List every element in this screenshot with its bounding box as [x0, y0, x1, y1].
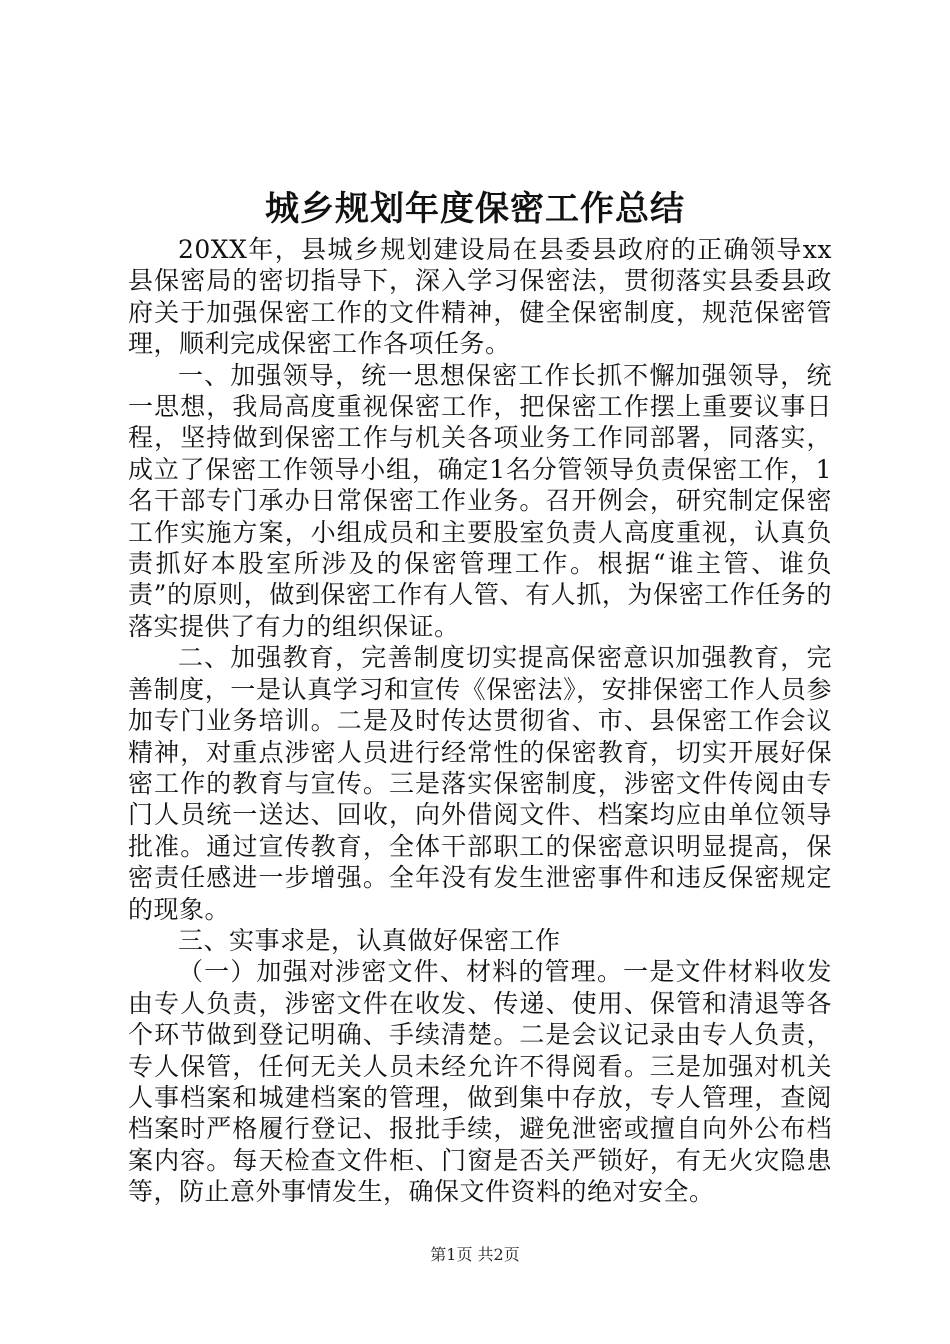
section-two-paragraph: 二、加强教育，完善制度切实提高保密意识加强教育，完善制度，一是认真学习和宣传《保密法》，安排保密工作人员参加专门业务培训。二是及时传达贯彻省、市、县保密工作会议精神，对重点涉密人员进行经常性的保密教育，切实开展好保密工作的教育与宣传。三是落实保密制度，涉密文件传阅由专门人员统一送达、回收，向外借阅文件、档案均应由单位领导批准。通过宣传教育，全体干部职工的保密意识明显提高，保密责任感进一步增强。全年没有发生泄密事件和违反保密规定的现象。 [128, 643, 832, 924]
intro-paragraph: 20XX年，县城乡规划建设局在县委县政府的正确领导xx县保密局的密切指导下，深入学习保密法，贯彻落实县委县政府关于加强保密工作的文件精神，健全保密制度，规范保密管理，顺利完成保密工作各项任务。 [128, 235, 832, 359]
subsection-one-paragraph: （一）加强对涉密文件、材料的管理。一是文件材料收发由专人负责，涉密文件在收发、传递、使用、保管和清退等各个环节做到登记明确、手续清楚。二是会议记录由专人负责，专人保管，任何无关人员未经允许不得阅看。三是加强对机关人事档案和城建档案的管理，做到集中存放，专人管理，查阅档案时严格履行登记、报批手续，避免泄密或擅自向外公布档案内容。每天检查文件柜、门窗是否关严锁好，有无火灾隐患等，防止意外事情发生，确保文件资料的绝对安全。 [128, 957, 832, 1207]
document-body [128, 234, 832, 1208]
page-number-footer: 第1页 共2页 [430, 1245, 520, 1264]
section-one-paragraph: 一、加强领导，统一思想保密工作长抓不懈加强领导，统一思想，我局高度重视保密工作，把保密工作摆上重要议事日程，坚持做到保密工作与机关各项业务工作同部署，同落实，成立了保密工作领导小组，确定1名分管领导负责保密工作，1名干部专门承办日常保密工作业务。召开例会，研究制定保密工作实施方案，小组成员和主要股室负责人高度重视，认真负责抓好本股室所涉及的保密管理工作。根据“谁主管、谁负责”的原则，做到保密工作有人管、有人抓，为保密工作任务的落实提供了有力的组织保证。 [128, 360, 832, 641]
document-title: 城乡规划年度保密工作总结 [265, 189, 685, 229]
section-three-heading: 三、实事求是，认真做好保密工作 [178, 925, 561, 955]
